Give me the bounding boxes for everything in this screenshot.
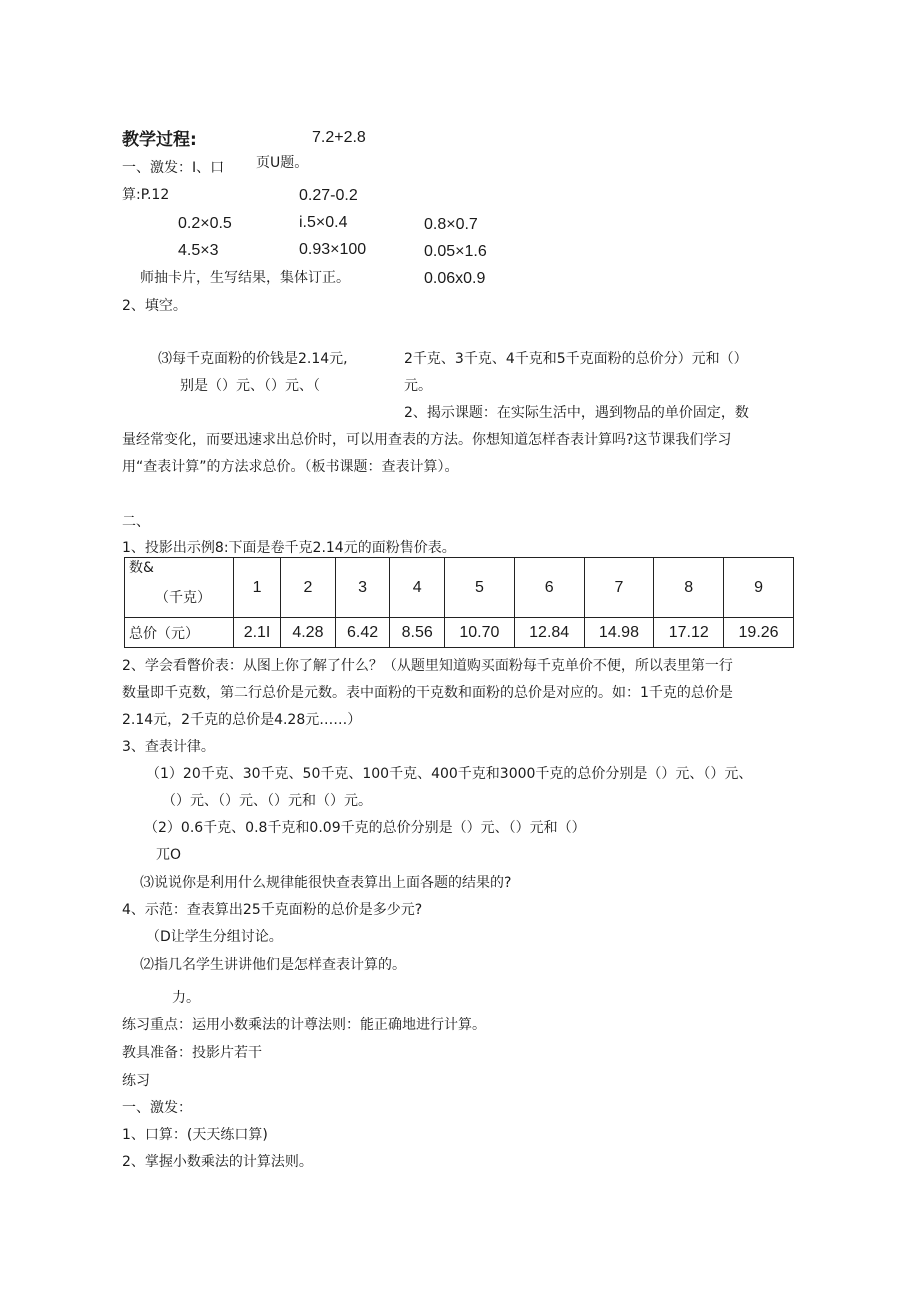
p2-line2: 数量即千克数，第二行总价是元数。表中面粉的干克数和面粉的总价是对应的。如：1千克的总价是	[122, 685, 733, 701]
p4-2: ⑵指几名学生讲讲他们是怎样查表计算的。	[140, 957, 406, 973]
page-title: 教学过程:	[122, 130, 197, 150]
line-yeti: 页U题。	[256, 155, 309, 171]
fill-q3-b: 别是（）元、（）元、（	[180, 378, 320, 394]
fill-q3-c: 2千克、3千克、4千克和5千克面粉的总价分）元和（）	[404, 351, 748, 367]
table-cell: 6.42	[335, 618, 390, 648]
table-row	[125, 618, 794, 648]
table-cell: 14.98	[584, 618, 654, 648]
table-cell: 4	[390, 558, 445, 618]
rule-line: 2、掌握小数乘法的计算法则。	[122, 1154, 313, 1170]
reveal-l1: 2、揭示课题：在实际生活中，遇到物品的单价固定，数	[404, 405, 749, 421]
oral-c1-r1: 0.2×0.5	[178, 215, 232, 232]
table-row	[125, 558, 794, 618]
oral-c3-r3: 0.06x0.9	[424, 270, 486, 287]
reveal-l3: 用“查表计算”的方法求总价。（板书课题：查表计算）。	[122, 459, 459, 475]
table-cell: 7	[584, 558, 654, 618]
example-intro: 1、投影出示例8:下面是卷千克2.14元的面粉售价表。	[122, 540, 456, 556]
line-suan: 算:P.12	[122, 187, 170, 203]
table-cell: 12.84	[514, 618, 584, 648]
table-cell: 2.1I	[234, 618, 281, 648]
table-cell: 8.56	[390, 618, 445, 648]
p3-1-line2: （）元、（）元、（）元和（）元。	[162, 793, 372, 809]
table-cell: 5	[445, 558, 515, 618]
oral2-line: 1、口算：(天天练口算)	[122, 1127, 268, 1143]
oral-note: 师抽卡片，生写结果，集体订正。	[140, 270, 350, 286]
table-cell: 6	[514, 558, 584, 618]
fill-heading: 2、填空。	[122, 298, 187, 314]
p3-2-line2: 兀O	[156, 847, 182, 863]
table-cell: 4.28	[281, 618, 336, 648]
fill-q3-d: 元。	[404, 378, 432, 394]
table-cell: 1	[234, 558, 281, 618]
jifa2-line: 一、激发：	[122, 1100, 192, 1116]
table-cell: 9	[724, 558, 794, 618]
oral-c3-r1: 0.8×0.7	[424, 216, 478, 233]
section2-heading: 二、	[122, 514, 150, 530]
table-cell: 17.12	[654, 618, 724, 648]
tools-line: 教具准备：投影片若干	[122, 1045, 262, 1061]
oral-c2-r1: i.5×0.4	[299, 214, 348, 231]
table-cell: 10.70	[445, 618, 515, 648]
oral-c3-r2: 0.05×1.6	[424, 243, 487, 260]
p2-line3: 2.14元，2千克的总价是4.28元……）	[122, 712, 362, 728]
header-quantity	[125, 558, 234, 618]
p4-heading: 4、示范：查表算出25千克面粉的总价是多少元?	[122, 902, 423, 918]
oral-c2-r2: 0.93×100	[299, 241, 367, 258]
p3-1-line1: （1）20千克、30千克、50千克、100千克、400千克和3000千克的总价分别是（）元、（）元、	[146, 766, 753, 782]
p3-3: ⑶说说你是利用什么规律能很快查表算出上面各题的结果的?	[140, 875, 512, 891]
focus-line: 练习重点：运用小数乘法的计尊法则：能正确地进行计算。	[122, 1017, 486, 1033]
header-quantity-l2: （千克）	[155, 589, 211, 606]
fill-q3-a: ⑶每千克面粉的价钱是2.14元,	[158, 351, 348, 367]
table-cell: 3	[335, 558, 390, 618]
price-table	[124, 557, 794, 648]
li-line: 力。	[172, 990, 200, 1006]
table-cell: 2	[281, 558, 336, 618]
p4-1: （D让学生分组讨论。	[146, 929, 283, 945]
line-jifa: 一、激发：I、口	[122, 160, 225, 176]
table-cell: 19.26	[724, 618, 794, 648]
header-total: 总价（元）	[125, 618, 234, 648]
expr-minus: 0.27-0.2	[299, 187, 358, 204]
expr-top: 7.2+2.8	[312, 129, 366, 146]
oral-c1-r2: 4.5×3	[178, 242, 219, 259]
p2-line1: 2、学会看瞥价表：从图上你了解了什么？（从题里知道购买面粉每千克单价不便，所以表里第一行	[122, 658, 733, 674]
reveal-l2: 量经常变化，而要迅速求出总价时，可以用查表的方法。你想知道怎样杳表计算吗?这节课我们学习	[122, 432, 732, 448]
p3-heading: 3、查表计律。	[122, 739, 215, 755]
practice-heading: 练习	[122, 1073, 150, 1089]
table-cell: 8	[654, 558, 724, 618]
p3-2-line1: （2）0.6千克、0.8千克和0.09千克的总价分别是（）元、（）元和（）	[144, 820, 586, 836]
header-quantity-l1: 数&	[129, 559, 154, 576]
